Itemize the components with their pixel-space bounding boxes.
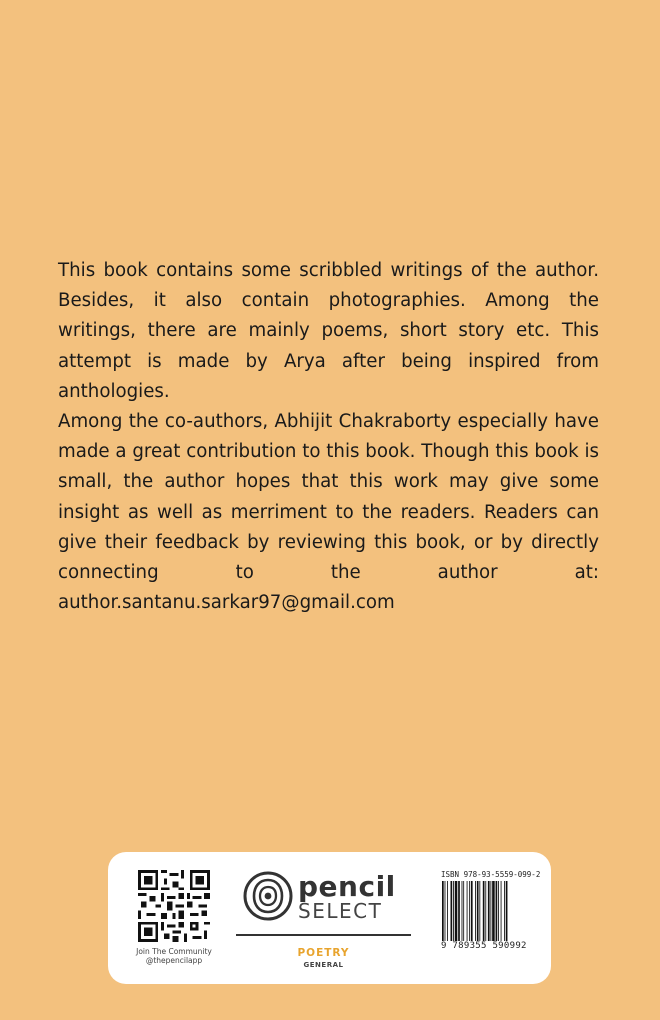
back-cover-blurb [58,256,599,618]
qr-caption-line-1: Join The Community [136,947,212,956]
brand-divider [236,934,411,936]
qr-caption-line-2: @thepencilapp [145,956,203,965]
subgenre-label: GENERAL [303,961,344,969]
blurb-paragraph-1: This book contains some scribbled writings of the author. Besides, it also contain photographies. Among the writings, there are mainly poems, short story etc. This attempt is made by Arya after being inspired from anthologies. [58,260,599,402]
isbn-text: ISBN 978-93-5559-099-2 [441,870,541,879]
qr-caption [132,947,216,965]
author-email: author.santanu.sarkar97@gmail.com [58,592,395,614]
publisher-info-card [108,852,551,984]
brand-name: pencil [298,870,396,903]
barcode-block [441,870,541,951]
genre-label: POETRY [297,947,350,959]
barcode-icon [441,881,529,941]
qr-code-icon [138,870,210,942]
barcode-number: 9 789355 590992 [441,941,527,951]
blurb-paragraph-2: Among the co-authors, Abhijit Chakraborty especially have made a great contribution to this book. Though this book is small, the author hopes that this work may give some insight as well as merriment to the readers. Readers can give their feedback by reviewing this book, or by directly connecting to the author at: [58,411,599,584]
qr-block [132,870,216,965]
pencil-logo-icon [242,870,294,922]
brand-subtitle: SELECT [298,899,383,923]
publisher-brand [236,866,411,976]
